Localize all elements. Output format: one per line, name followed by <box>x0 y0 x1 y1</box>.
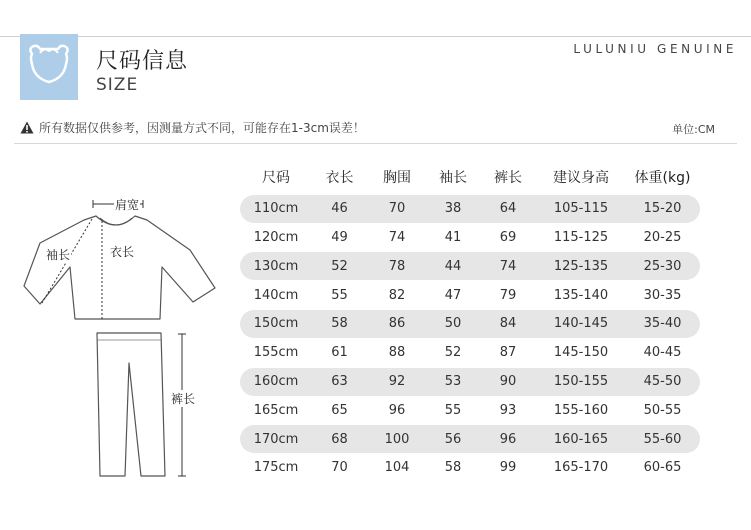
cell-height: 105-115 <box>553 201 609 217</box>
cell-weight: 45-50 <box>643 374 682 390</box>
cell-sleeve: 52 <box>444 345 462 361</box>
cell-size: 175cm <box>253 460 299 476</box>
cell-top-length: 58 <box>331 316 348 332</box>
table-row <box>240 368 700 396</box>
header-divider <box>0 36 751 37</box>
top-length-label: 衣长 <box>110 245 135 259</box>
cell-sleeve: 47 <box>444 287 462 303</box>
cell-chest: 86 <box>388 316 406 332</box>
cell-chest: 92 <box>388 374 406 390</box>
cell-weight: 15-20 <box>643 201 682 217</box>
cell-top-length: 55 <box>331 287 348 303</box>
header-sleeve: 袖长 <box>439 170 467 186</box>
table-row <box>240 224 700 252</box>
cell-top-length: 63 <box>331 374 348 390</box>
cell-height: 125-135 <box>553 258 609 274</box>
cell-sleeve: 50 <box>444 316 462 332</box>
cell-pants-length: 69 <box>499 230 517 246</box>
notice-text: 所有数据仅供参考，因测量方式不同，可能存在1-3cm误差！ <box>39 121 365 135</box>
cell-size: 130cm <box>253 258 299 274</box>
table-header <box>240 160 700 194</box>
cell-size: 170cm <box>253 431 299 447</box>
cell-chest: 96 <box>388 402 406 418</box>
cell-top-length: 65 <box>331 402 348 418</box>
warning-icon <box>20 121 34 134</box>
cell-sleeve: 44 <box>444 258 462 274</box>
cell-pants-length: 79 <box>499 287 517 303</box>
table-row <box>240 252 700 280</box>
table-row <box>240 425 700 453</box>
cell-height: 155-160 <box>553 402 609 418</box>
cell-pants-length: 93 <box>499 402 517 418</box>
cell-height: 165-170 <box>553 460 609 476</box>
cell-size: 155cm <box>253 345 299 361</box>
table-row <box>240 339 700 367</box>
cell-pants-length: 96 <box>499 431 517 447</box>
garment-diagram <box>20 188 230 488</box>
unit-label: 单位:CM <box>672 123 715 136</box>
cell-chest: 78 <box>388 258 406 274</box>
cell-height: 150-155 <box>553 374 609 390</box>
cell-pants-length: 90 <box>499 374 517 390</box>
page-subtitle: SIZE <box>96 75 139 95</box>
cell-size: 160cm <box>253 374 299 390</box>
cell-top-length: 49 <box>331 230 348 246</box>
cell-weight: 40-45 <box>643 345 682 361</box>
header-size: 尺码 <box>262 170 290 186</box>
brand-logo <box>20 34 78 100</box>
cell-chest: 74 <box>388 230 406 246</box>
header-height: 建议身高 <box>553 170 609 186</box>
cell-sleeve: 56 <box>444 431 462 447</box>
cell-chest: 88 <box>388 345 406 361</box>
cell-sleeve: 55 <box>444 402 462 418</box>
page-title: 尺码信息 <box>96 49 189 74</box>
section-divider <box>14 143 737 144</box>
cell-height: 140-145 <box>553 316 609 332</box>
sleeve-length-label: 袖长 <box>46 248 71 262</box>
table-row <box>240 396 700 424</box>
brand-name: LULUNIU GENUINE <box>573 42 737 56</box>
cell-sleeve: 41 <box>444 230 462 246</box>
cell-sleeve: 53 <box>444 374 462 390</box>
cell-pants-length: 99 <box>499 460 517 476</box>
cell-weight: 35-40 <box>643 316 682 332</box>
cell-top-length: 52 <box>331 258 348 274</box>
cell-pants-length: 87 <box>499 345 517 361</box>
cell-height: 115-125 <box>553 230 609 246</box>
cell-weight: 50-55 <box>643 402 682 418</box>
cell-size: 150cm <box>253 316 299 332</box>
cell-weight: 25-30 <box>643 258 682 274</box>
table-row <box>240 310 700 338</box>
cell-top-length: 70 <box>331 460 348 476</box>
cell-pants-length: 84 <box>499 316 517 332</box>
table-row <box>240 281 700 309</box>
header-chest: 胸围 <box>383 170 411 186</box>
cell-weight: 55-60 <box>643 431 682 447</box>
cell-pants-length: 64 <box>499 201 517 217</box>
cell-pants-length: 74 <box>499 258 517 274</box>
cell-top-length: 68 <box>331 431 348 447</box>
cell-top-length: 46 <box>331 201 348 217</box>
cell-weight: 20-25 <box>643 230 682 246</box>
cell-sleeve: 38 <box>444 201 462 217</box>
cell-height: 145-150 <box>553 345 609 361</box>
table-row <box>240 195 700 223</box>
header-top-length: 衣长 <box>325 170 354 186</box>
cell-height: 160-165 <box>553 431 609 447</box>
shoulder-width-label: 肩宽 <box>115 198 140 212</box>
cell-chest: 104 <box>384 460 410 476</box>
lamb-head-icon <box>20 34 78 100</box>
measurement-notice <box>20 119 365 136</box>
cell-weight: 30-35 <box>643 287 682 303</box>
header-weight: 体重(kg) <box>634 170 691 186</box>
cell-size: 140cm <box>253 287 299 303</box>
cell-chest: 100 <box>384 431 410 447</box>
cell-size: 165cm <box>253 402 299 418</box>
cell-weight: 60-65 <box>643 460 682 476</box>
cell-chest: 82 <box>388 287 406 303</box>
cell-size: 110cm <box>253 201 299 217</box>
cell-top-length: 61 <box>331 345 348 361</box>
cell-size: 120cm <box>253 230 299 246</box>
pants-length-label: 裤长 <box>171 392 196 406</box>
size-table <box>240 160 700 482</box>
header-pants-length: 裤长 <box>494 170 522 186</box>
cell-height: 135-140 <box>553 287 609 303</box>
table-body <box>240 195 700 482</box>
cell-chest: 70 <box>388 201 406 217</box>
cell-sleeve: 58 <box>444 460 462 476</box>
table-row <box>240 454 700 482</box>
